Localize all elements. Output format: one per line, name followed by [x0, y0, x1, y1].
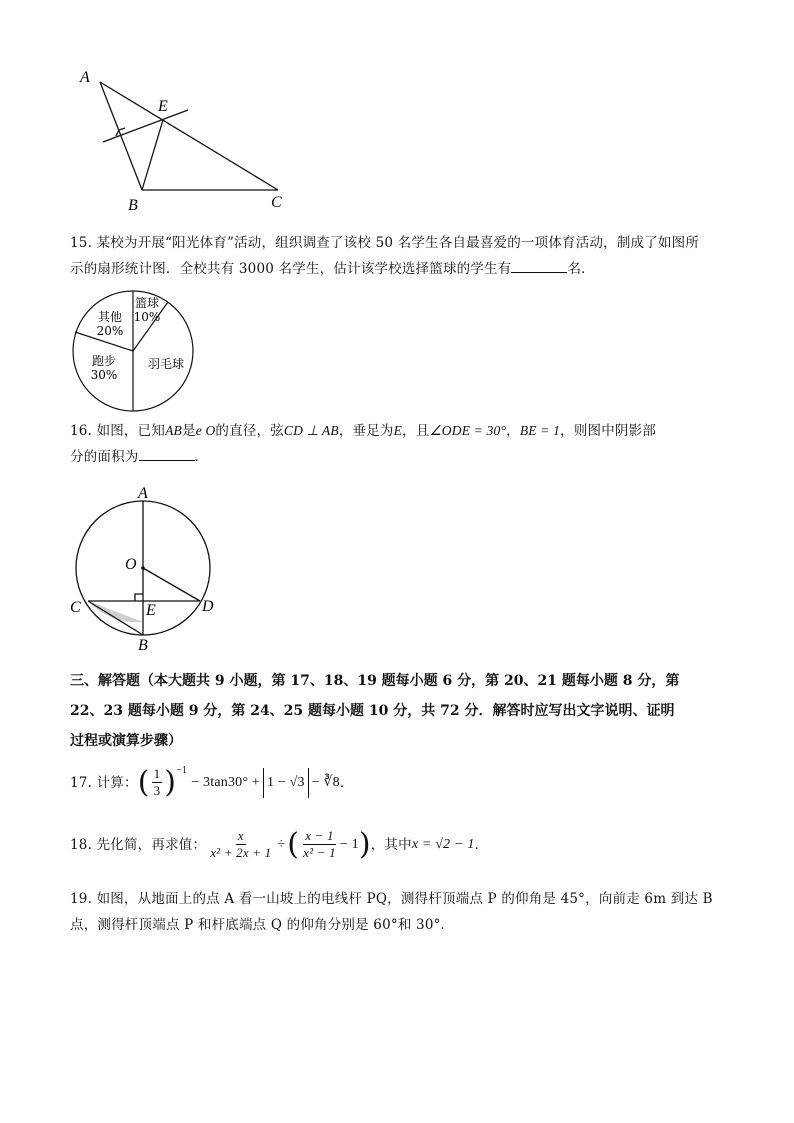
q17-label: 计算： — [96, 774, 138, 791]
circle-figure — [66, 484, 226, 654]
q16-line-1: 16. 如图，已知AB是e O的直径，弦CD ⊥ AB，垂足为E，且∠ODE = 30°，BE = 1，则图中阴影部 — [70, 423, 657, 439]
q16-line-2: 分的面积为 ． — [70, 444, 740, 470]
segment-be — [142, 120, 163, 190]
question-15 — [70, 230, 730, 282]
fraction-2: $\frac{x - 1}{\text{x² − 1}}$ — [303, 828, 336, 860]
pie-other-pct: 20% — [96, 324, 124, 338]
pie-basketball-label: 篮球 — [134, 296, 160, 310]
pie-chart — [70, 288, 200, 418]
label-c: C — [70, 599, 81, 616]
absolute-value: 1 − √3 — [263, 768, 309, 798]
q17-end: ． — [339, 774, 354, 791]
section-3-line-2: 22、23 题每小题 9 分，第 24、25 题每小题 10 分，共 72 分．解答时应写出文字说明、证明 — [70, 703, 675, 719]
pie-running-pct: 30% — [90, 368, 118, 382]
label-o: O — [125, 556, 137, 573]
label-e: E — [146, 602, 156, 619]
q18-number: 18. — [70, 836, 93, 853]
pie-basketball-pct: 10% — [133, 310, 161, 324]
q17-term-3: − ∛8 — [311, 774, 340, 790]
shaded-segment — [88, 601, 143, 622]
segment-ac — [100, 82, 278, 190]
q19-line-1: 19. 如图，从地面上的点 A 看一山坡上的电线杆 PQ，测得杆顶端点 P 的仰角是 45°，向前走 6m 到达 B — [70, 891, 713, 907]
q18-label: 先化简，再求值： — [96, 836, 207, 853]
question-17 — [70, 766, 670, 799]
answer-blank-15 — [511, 258, 567, 273]
section-3-line-3: 过程或演算步骤） — [70, 733, 182, 749]
label-d: D — [202, 598, 214, 615]
pie-other-label: 其他 — [97, 310, 123, 324]
pie-badminton-label: 羽毛球 — [147, 357, 185, 371]
q18-tail: ，其中 — [370, 836, 412, 853]
q17-number: 17. — [70, 774, 93, 791]
open-paren: ( — [287, 826, 300, 862]
q15-line-2: 示的扇形统计图．全校共有 3000 名学生，估计该学校选择篮球的学生有 名． — [70, 256, 730, 282]
label-c: C — [271, 194, 282, 211]
label-a: A — [80, 69, 90, 86]
q19-line-2: 点，测得杆顶端点 P 和杆底端点 Q 的仰角分别是 60°和 30°． — [70, 917, 455, 933]
close-paren: ) — [358, 826, 371, 862]
label-b: B — [138, 637, 148, 654]
section-3-heading — [70, 666, 750, 756]
close-paren: ) — [164, 764, 177, 800]
triangle-figure — [70, 62, 300, 220]
question-19 — [70, 886, 750, 938]
segment-ab — [100, 82, 142, 190]
segment-od — [143, 568, 200, 601]
open-paren: ( — [137, 764, 150, 800]
label-b: B — [128, 197, 138, 214]
fraction-one-third: $\frac{1}{3}$ — [153, 766, 161, 798]
q18-end: ． — [474, 836, 489, 853]
exponent: −1 — [176, 764, 188, 776]
right-angle-mark-e — [135, 594, 143, 601]
label-e: E — [158, 98, 168, 115]
x-value: x = √2 − 1 — [411, 836, 475, 852]
q17-term-2: − 3tan30° + — [191, 774, 260, 790]
perpendicular-bisector — [103, 110, 188, 142]
question-18 — [70, 828, 710, 861]
divide-sign: ÷ — [277, 836, 286, 852]
fraction-1: $\frac{x}{\text{x² + 2x + 1}}$ — [210, 828, 272, 860]
q15-line-1: 15. 某校为开展“阳光体育”活动，组织调查了该校 50 名学生各自最喜爱的一项体育活动，制成了如图所 — [70, 235, 700, 251]
answer-blank-16 — [139, 446, 195, 461]
label-a: A — [138, 485, 148, 502]
segment-cb — [88, 601, 143, 635]
minus-one: − 1 — [339, 836, 359, 852]
question-16 — [70, 418, 740, 470]
center-point — [141, 566, 145, 570]
section-3-line-1: 三、解答题（本大题共 9 小题，第 17、18、19 题每小题 6 分，第 20、21 题每小题 8 分，第 — [70, 673, 680, 689]
pie-running-label: 跑步 — [91, 354, 117, 368]
